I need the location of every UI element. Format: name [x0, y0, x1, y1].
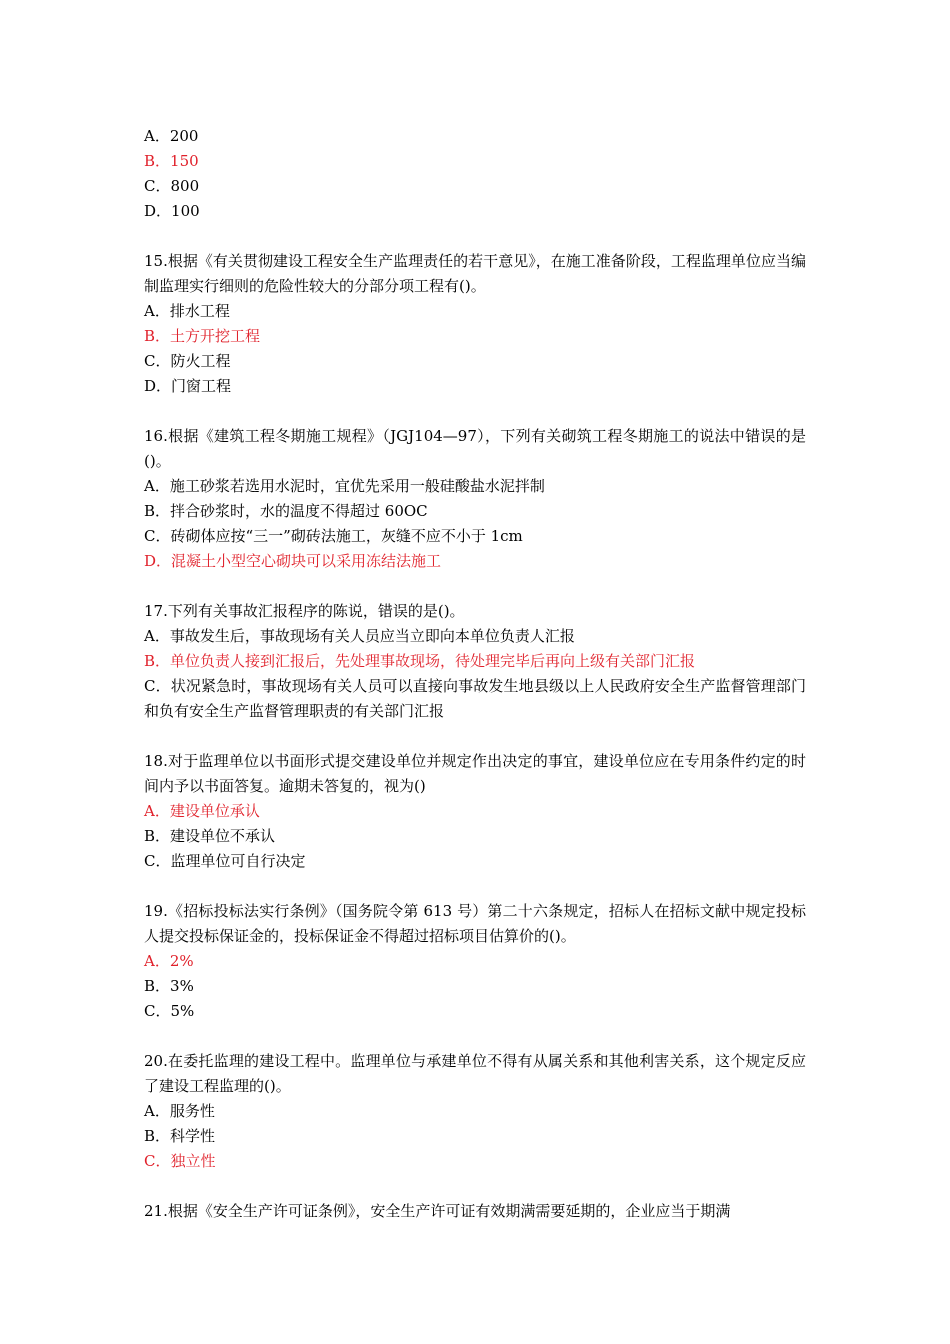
question-block: [144, 749, 806, 874]
question-text: 17.下列有关事故汇报程序的陈说，错误的是()。: [144, 602, 465, 620]
option-c-answer: C．独立性: [144, 1152, 216, 1170]
question-block: [144, 249, 806, 399]
option-c: C．状况紧急时，事故现场有关人员可以直接向事故发生地县级以上人民政府安全生产监督管理部门和负有安全生产监督管理职责的有关部门汇报: [144, 677, 806, 720]
question-block: [144, 424, 806, 574]
question-text: 19.《招标投标法实行条例》（国务院令第 613 号）第二十六条规定，招标人在招标文献中规定投标人提交投标保证金的，投标保证金不得超过招标项目估算价的()。: [144, 902, 806, 945]
option-c: C．800: [144, 177, 200, 195]
option-c: C．5%: [144, 1002, 195, 1020]
option-d: D．100: [144, 202, 200, 220]
question-text: 21.根据《安全生产许可证条例》，安全生产许可证有效期满需要延期的，企业应当于期满: [144, 1202, 731, 1220]
option-a: A．事故发生后，事故现场有关人员应当立即向本单位负责人汇报: [144, 627, 575, 645]
option-a-answer: A．建设单位承认: [144, 802, 260, 820]
question-block: [144, 1199, 806, 1224]
option-c: C．监理单位可自行决定: [144, 852, 306, 870]
question-text: 16.根据《建筑工程冬期施工规程》（JGJ104—97），下列有关砌筑工程冬期施工的说法中错误的是()。: [144, 427, 806, 470]
option-a: A．服务性: [144, 1102, 215, 1120]
question-block: [144, 124, 806, 224]
option-d-answer: D．混凝土小型空心砌块可以采用冻结法施工: [144, 552, 442, 570]
option-b-answer: B．单位负责人接到汇报后，先处理事故现场，待处理完毕后再向上级有关部门汇报: [144, 652, 696, 670]
question-list: [144, 124, 806, 1249]
option-b-answer: B．150: [144, 152, 199, 170]
option-a: A．施工砂浆若选用水泥时，宜优先采用一般硅酸盐水泥拌制: [144, 477, 545, 495]
option-a: A．200: [144, 127, 199, 145]
option-d: D．门窗工程: [144, 377, 232, 395]
option-b: B．拌合砂浆时，水的温度不得超过 60OC: [144, 502, 428, 520]
option-a: A．排水工程: [144, 302, 230, 320]
question-text: 15.根据《有关贯彻建设工程安全生产监理责任的若干意见》，在施工准备阶段，工程监理单位应当编制监理实行细则的危险性较大的分部分项工程有()。: [144, 252, 806, 295]
question-text: 20.在委托监理的建设工程中。监理单位与承建单位不得有从属关系和其他利害关系，这个规定反应了建设工程监理的()。: [144, 1052, 806, 1095]
question-block: [144, 899, 806, 1024]
option-b: B．科学性: [144, 1127, 216, 1145]
question-block: [144, 599, 806, 724]
option-c: C．防火工程: [144, 352, 231, 370]
question-text: 18.对于监理单位以书面形式提交建设单位并规定作出决定的事宜，建设单位应在专用条件约定的时间内予以书面答复。逾期未答复的，视为(): [144, 752, 806, 795]
option-b: B．3%: [144, 977, 194, 995]
option-a-answer: A．2%: [144, 952, 194, 970]
option-b: B．建设单位不承认: [144, 827, 276, 845]
option-b-answer: B．土方开挖工程: [144, 327, 261, 345]
option-c: C．砖砌体应按“三一”砌砖法施工，灰缝不应不小于 1cm: [144, 527, 523, 545]
question-block: [144, 1049, 806, 1174]
